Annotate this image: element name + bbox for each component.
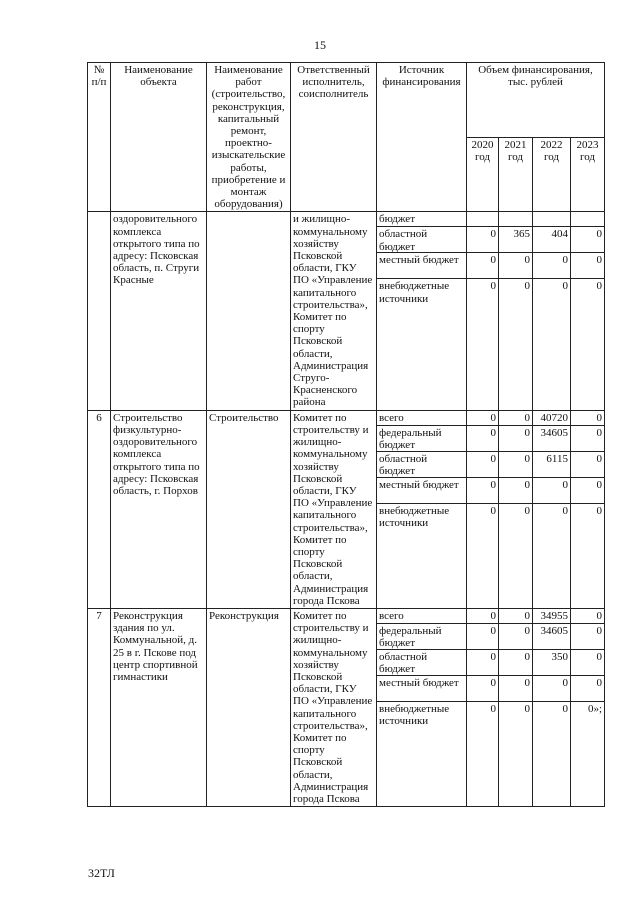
year-2021-values: [499, 410, 533, 608]
source-label: внебюджетные источники: [377, 278, 466, 304]
object-name: Реконструкция здания по ул. Коммунальной, д. 25 в г. Пскове под центр спортивной гимнастики: [111, 608, 207, 806]
source-list: [377, 608, 467, 806]
page-number: 15: [314, 38, 326, 52]
value-cell: 0: [467, 278, 498, 304]
year-2021-values: [499, 212, 533, 410]
header-executor: Ответственный исполнитель, соисполнитель: [291, 63, 377, 212]
header-source: Источник финансирования: [377, 63, 467, 212]
value-cell: 0: [499, 278, 532, 304]
work-type: Реконструкция: [207, 608, 291, 806]
value-cell: 0: [490, 609, 496, 622]
value-cell: 0: [499, 451, 532, 477]
value-cell: 0: [490, 411, 496, 424]
value-cell: 0: [571, 425, 604, 451]
executor: Комитет по строительству и жилищно-коммунальному хозяйству Псковской области, ГКУ ПО «Управление капитального строительства», Комитет по спорту Псковской области, Администрация города Пскова: [291, 608, 377, 806]
value-cell: 404: [533, 226, 570, 252]
row-number: 6: [88, 410, 111, 608]
value-cell: 0: [571, 451, 604, 477]
value-cell: 0: [524, 411, 530, 424]
value-cell: 0: [533, 477, 570, 503]
value-cell: 0: [596, 609, 602, 622]
source-label: всего: [379, 411, 404, 424]
year-2020-values: [467, 410, 499, 608]
executor: Комитет по строительству и жилищно-коммунальному хозяйству Псковской области, ГКУ ПО «Управление капитального строительства», Комитет по спорту Псковской области, Администрация города Пскова: [291, 410, 377, 608]
source-label: федеральный бюджет: [377, 623, 466, 649]
value-cell: 0: [499, 623, 532, 649]
value-cell: 34955: [540, 609, 568, 622]
table-row: [88, 608, 605, 806]
source-label: местный бюджет: [377, 252, 466, 278]
source-label: федеральный бюджет: [377, 425, 466, 451]
source-label: внебюджетные источники: [377, 503, 466, 529]
value-cell: 0: [571, 226, 604, 252]
source-label: бюджет: [379, 213, 415, 226]
value-cell: 0: [467, 451, 498, 477]
row-number: 7: [88, 608, 111, 806]
header-works: Наименование работ (строительство, реконструкция, капитальный ремонт, проектно-изыскательские работы, приобретение и монтаж оборудования): [207, 63, 291, 212]
work-type: [207, 212, 291, 410]
value-cell: 0: [571, 477, 604, 503]
table-row: [88, 410, 605, 608]
year-2022-values: [533, 410, 571, 608]
value-cell: [571, 212, 604, 226]
value-cell: 0: [571, 503, 604, 529]
source-label: областной бюджет: [377, 226, 466, 252]
value-cell: 0: [467, 623, 498, 649]
value-cell: [499, 212, 532, 226]
value-cell: 0: [499, 701, 532, 727]
header-no: № п/п: [88, 63, 111, 212]
value-cell: 0: [467, 503, 498, 529]
header-year-2021: 2021 год: [499, 137, 533, 212]
value-cell: 0: [571, 675, 604, 701]
value-cell: 40720: [540, 411, 568, 424]
header-year-2022: 2022 год: [533, 137, 571, 212]
value-cell: 0: [467, 425, 498, 451]
header-object: Наименование объекта: [111, 63, 207, 212]
value-cell: 0: [467, 701, 498, 727]
value-cell: 34605: [533, 623, 570, 649]
value-cell: [533, 212, 570, 226]
value-cell: 0: [524, 609, 530, 622]
footer-code: 32ТЛ: [88, 866, 115, 880]
value-cell: 0: [533, 503, 570, 529]
value-cell: 0: [533, 278, 570, 304]
source-label: областной бюджет: [377, 649, 466, 675]
header-row: [88, 63, 605, 138]
value-cell: 0: [571, 252, 604, 278]
value-cell: 0: [467, 675, 498, 701]
value-cell: 0: [499, 649, 532, 675]
year-2020-values: [467, 608, 499, 806]
header-volume: Объем финансирования, тыс. рублей: [467, 63, 605, 138]
header-year-2020: 2020 год: [467, 137, 499, 212]
year-2023-values: [571, 410, 605, 608]
funding-table: [87, 62, 605, 807]
work-type: Строительство: [207, 410, 291, 608]
value-cell: 0: [499, 477, 532, 503]
value-cell: 0: [467, 477, 498, 503]
value-cell: 0: [499, 675, 532, 701]
value-cell: [467, 212, 498, 226]
source-label: областной бюджет: [377, 451, 466, 477]
value-cell: 0: [571, 649, 604, 675]
source-label: местный бюджет: [377, 675, 466, 701]
source-label: внебюджетные источники: [377, 701, 466, 727]
value-cell: 0: [533, 252, 570, 278]
year-2020-values: [467, 212, 499, 410]
year-2022-values: [533, 212, 571, 410]
value-cell: 350: [533, 649, 570, 675]
source-list: [377, 410, 467, 608]
value-cell: 0: [499, 503, 532, 529]
object-name: оздоровительного комплекса открытого типа по адресу: Псковская область, п. Струги Красные: [111, 212, 207, 410]
value-cell: 0: [499, 252, 532, 278]
value-cell: 0: [467, 226, 498, 252]
source-label: местный бюджет: [377, 477, 466, 503]
year-2021-values: [499, 608, 533, 806]
value-cell: 365: [499, 226, 532, 252]
source-list: [377, 212, 467, 410]
source-label: всего: [379, 609, 404, 622]
value-cell: 0: [499, 425, 532, 451]
year-2022-values: [533, 608, 571, 806]
row-number: [88, 212, 111, 410]
table-row: [88, 212, 605, 410]
value-cell: 0: [533, 675, 570, 701]
value-cell: 0»;: [571, 701, 604, 727]
value-cell: 34605: [533, 425, 570, 451]
value-cell: 0: [571, 278, 604, 304]
value-cell: 0: [571, 623, 604, 649]
value-cell: 0: [467, 252, 498, 278]
object-name: Строительство физкультурно-оздоровительного комплекса открытого типа по адресу: Псковская область, г. Порхов: [111, 410, 207, 608]
value-cell: 6115: [533, 451, 570, 477]
executor: и жилищно-коммунальному хозяйству Псковской области, ГКУ ПО «Управление капитального строительства», Комитет по спорту Псковской области, Администрация Струго-Красненского района: [291, 212, 377, 410]
value-cell: 0: [596, 411, 602, 424]
header-year-2023: 2023 год: [571, 137, 605, 212]
value-cell: 0: [533, 701, 570, 727]
year-2023-values: [571, 212, 605, 410]
year-2023-values: [571, 608, 605, 806]
value-cell: 0: [467, 649, 498, 675]
